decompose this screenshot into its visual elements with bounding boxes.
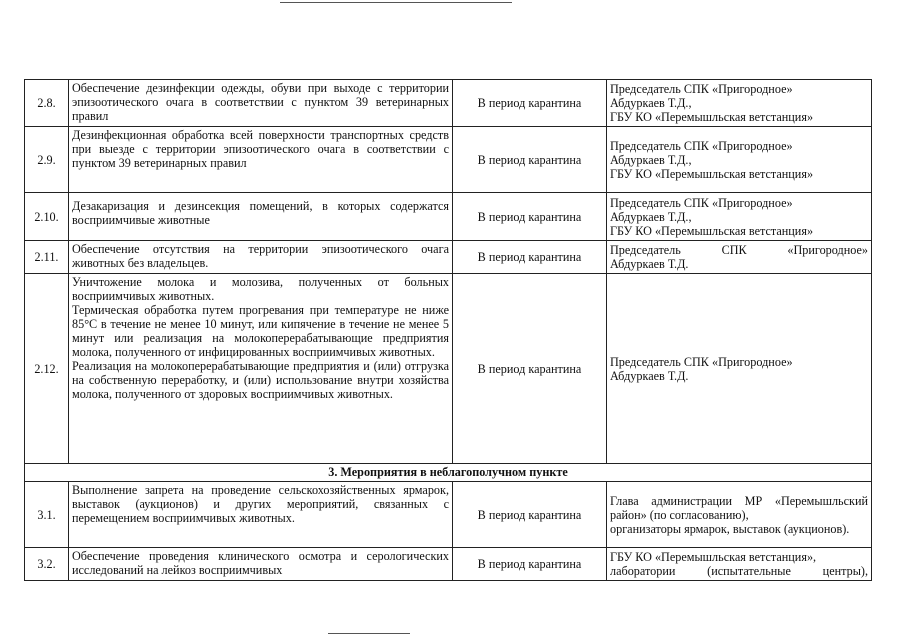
row-term: В период карантина	[452, 127, 606, 192]
responsible-line: Абдуркаев Т.Д.,	[610, 96, 692, 110]
section-heading: 3. Мероприятия в неблагополучном пункте	[24, 464, 872, 481]
responsible-line: Председатель СПК «Пригородное»	[610, 354, 793, 369]
responsible-line: Председатель СПК «Пригородное»	[610, 243, 868, 257]
table-row	[24, 127, 872, 193]
section-row	[24, 464, 872, 482]
task-paragraph: Уничтожение молока и молозива, полученных от больных восприимчивых животных.	[72, 275, 449, 303]
table-row	[24, 548, 872, 581]
footer-rule	[328, 633, 410, 634]
row-term: В период карантина	[452, 193, 606, 240]
task-paragraph: Термическая обработка путем прогревания при температуре не ниже 85°С в течение не менее 10 минут, или кипячение в течение не менее 5 минут или реализация на молокоперерабатывающие предприятия молока, полученного от инфицированных восприимчивых животных.	[72, 303, 449, 359]
row-number: 2.10.	[24, 193, 68, 240]
table-row	[24, 193, 872, 241]
row-responsible	[606, 548, 872, 580]
row-number: 2.9.	[24, 127, 68, 192]
responsible-line: Председатель СПК «Пригородное»	[610, 195, 793, 210]
row-term: В период карантина	[452, 482, 606, 547]
responsible-line: Абдуркаев Т.Д.	[610, 368, 689, 383]
table-row	[24, 274, 872, 464]
header-rule	[280, 2, 512, 3]
responsible-line: Абдуркаев Т.Д.	[610, 257, 689, 271]
row-term: В период карантина	[452, 241, 606, 273]
row-number: 2.8.	[24, 80, 68, 126]
row-number: 3.2.	[24, 548, 68, 580]
measures-table	[24, 79, 872, 581]
row-task: Обеспечение отсутствия на территории эпизоотического очага животных без владельцев.	[68, 241, 452, 273]
responsible-line: ГБУ КО «Перемышльская ветстанция»	[610, 223, 814, 238]
row-responsible	[606, 274, 872, 463]
row-responsible	[606, 127, 872, 192]
row-task: Обеспечение проведения клинического осмотра и серологических исследований на лейкоз восприимчивых	[68, 548, 452, 580]
responsible-line: Абдуркаев Т.Д.,	[610, 152, 692, 167]
table-row	[24, 482, 872, 548]
row-task: Выполнение запрета на проведение сельскохозяйственных ярмарок, выставок (аукционов) и других мероприятий, связанных с перемещением восприимчивых животных.	[68, 482, 452, 547]
row-responsible	[606, 482, 872, 547]
responsible-line: ГБУ КО «Перемышльская ветстанция»	[610, 110, 814, 124]
row-responsible	[606, 80, 872, 126]
responsible-line: организаторы ярмарок, выставок (аукционов).	[610, 521, 850, 536]
responsible-line: ГБУ КО «Перемышльская ветстанция»	[610, 166, 814, 181]
row-term: В период карантина	[452, 548, 606, 580]
row-term: В период карантина	[452, 80, 606, 126]
row-task: Дезакаризация и дезинсекция помещений, в которых содержатся восприимчивые животные	[68, 193, 452, 240]
row-number: 2.12.	[24, 274, 68, 463]
row-responsible	[606, 193, 872, 240]
row-task: Дезинфекционная обработка всей поверхности транспортных средств при выезде с территории эпизоотического очага в соответствии с пунктом 39 ветеринарных правил	[68, 127, 452, 192]
row-number: 2.11.	[24, 241, 68, 273]
table-row	[24, 241, 872, 274]
responsible-line: лаборатории (испытательные центры),	[610, 564, 868, 578]
responsible-line: Председатель СПК «Пригородное»	[610, 138, 793, 153]
row-responsible	[606, 241, 872, 273]
responsible-line: Глава администрации МР «Перемышльский район» (по согласованию),	[610, 493, 868, 522]
responsible-line: Абдуркаев Т.Д.,	[610, 209, 692, 224]
row-task	[68, 274, 452, 463]
row-term: В период карантина	[452, 274, 606, 463]
responsible-line: Председатель СПК «Пригородное»	[610, 82, 793, 96]
table-row	[24, 80, 872, 127]
task-paragraph: Реализация на молокоперерабатывающие предприятия и (или) отгрузка на собственную переработку, и (или) использование внутри хозяйства молока, полученного от здоровых восприимчивых животных.	[72, 359, 449, 401]
row-number: 3.1.	[24, 482, 68, 547]
row-task: Обеспечение дезинфекции одежды, обуви при выходе с территории эпизоотического очага в соответствии с пунктом 39 ветеринарных правил	[68, 80, 452, 126]
responsible-line: ГБУ КО «Перемышльская ветстанция»,	[610, 550, 817, 564]
